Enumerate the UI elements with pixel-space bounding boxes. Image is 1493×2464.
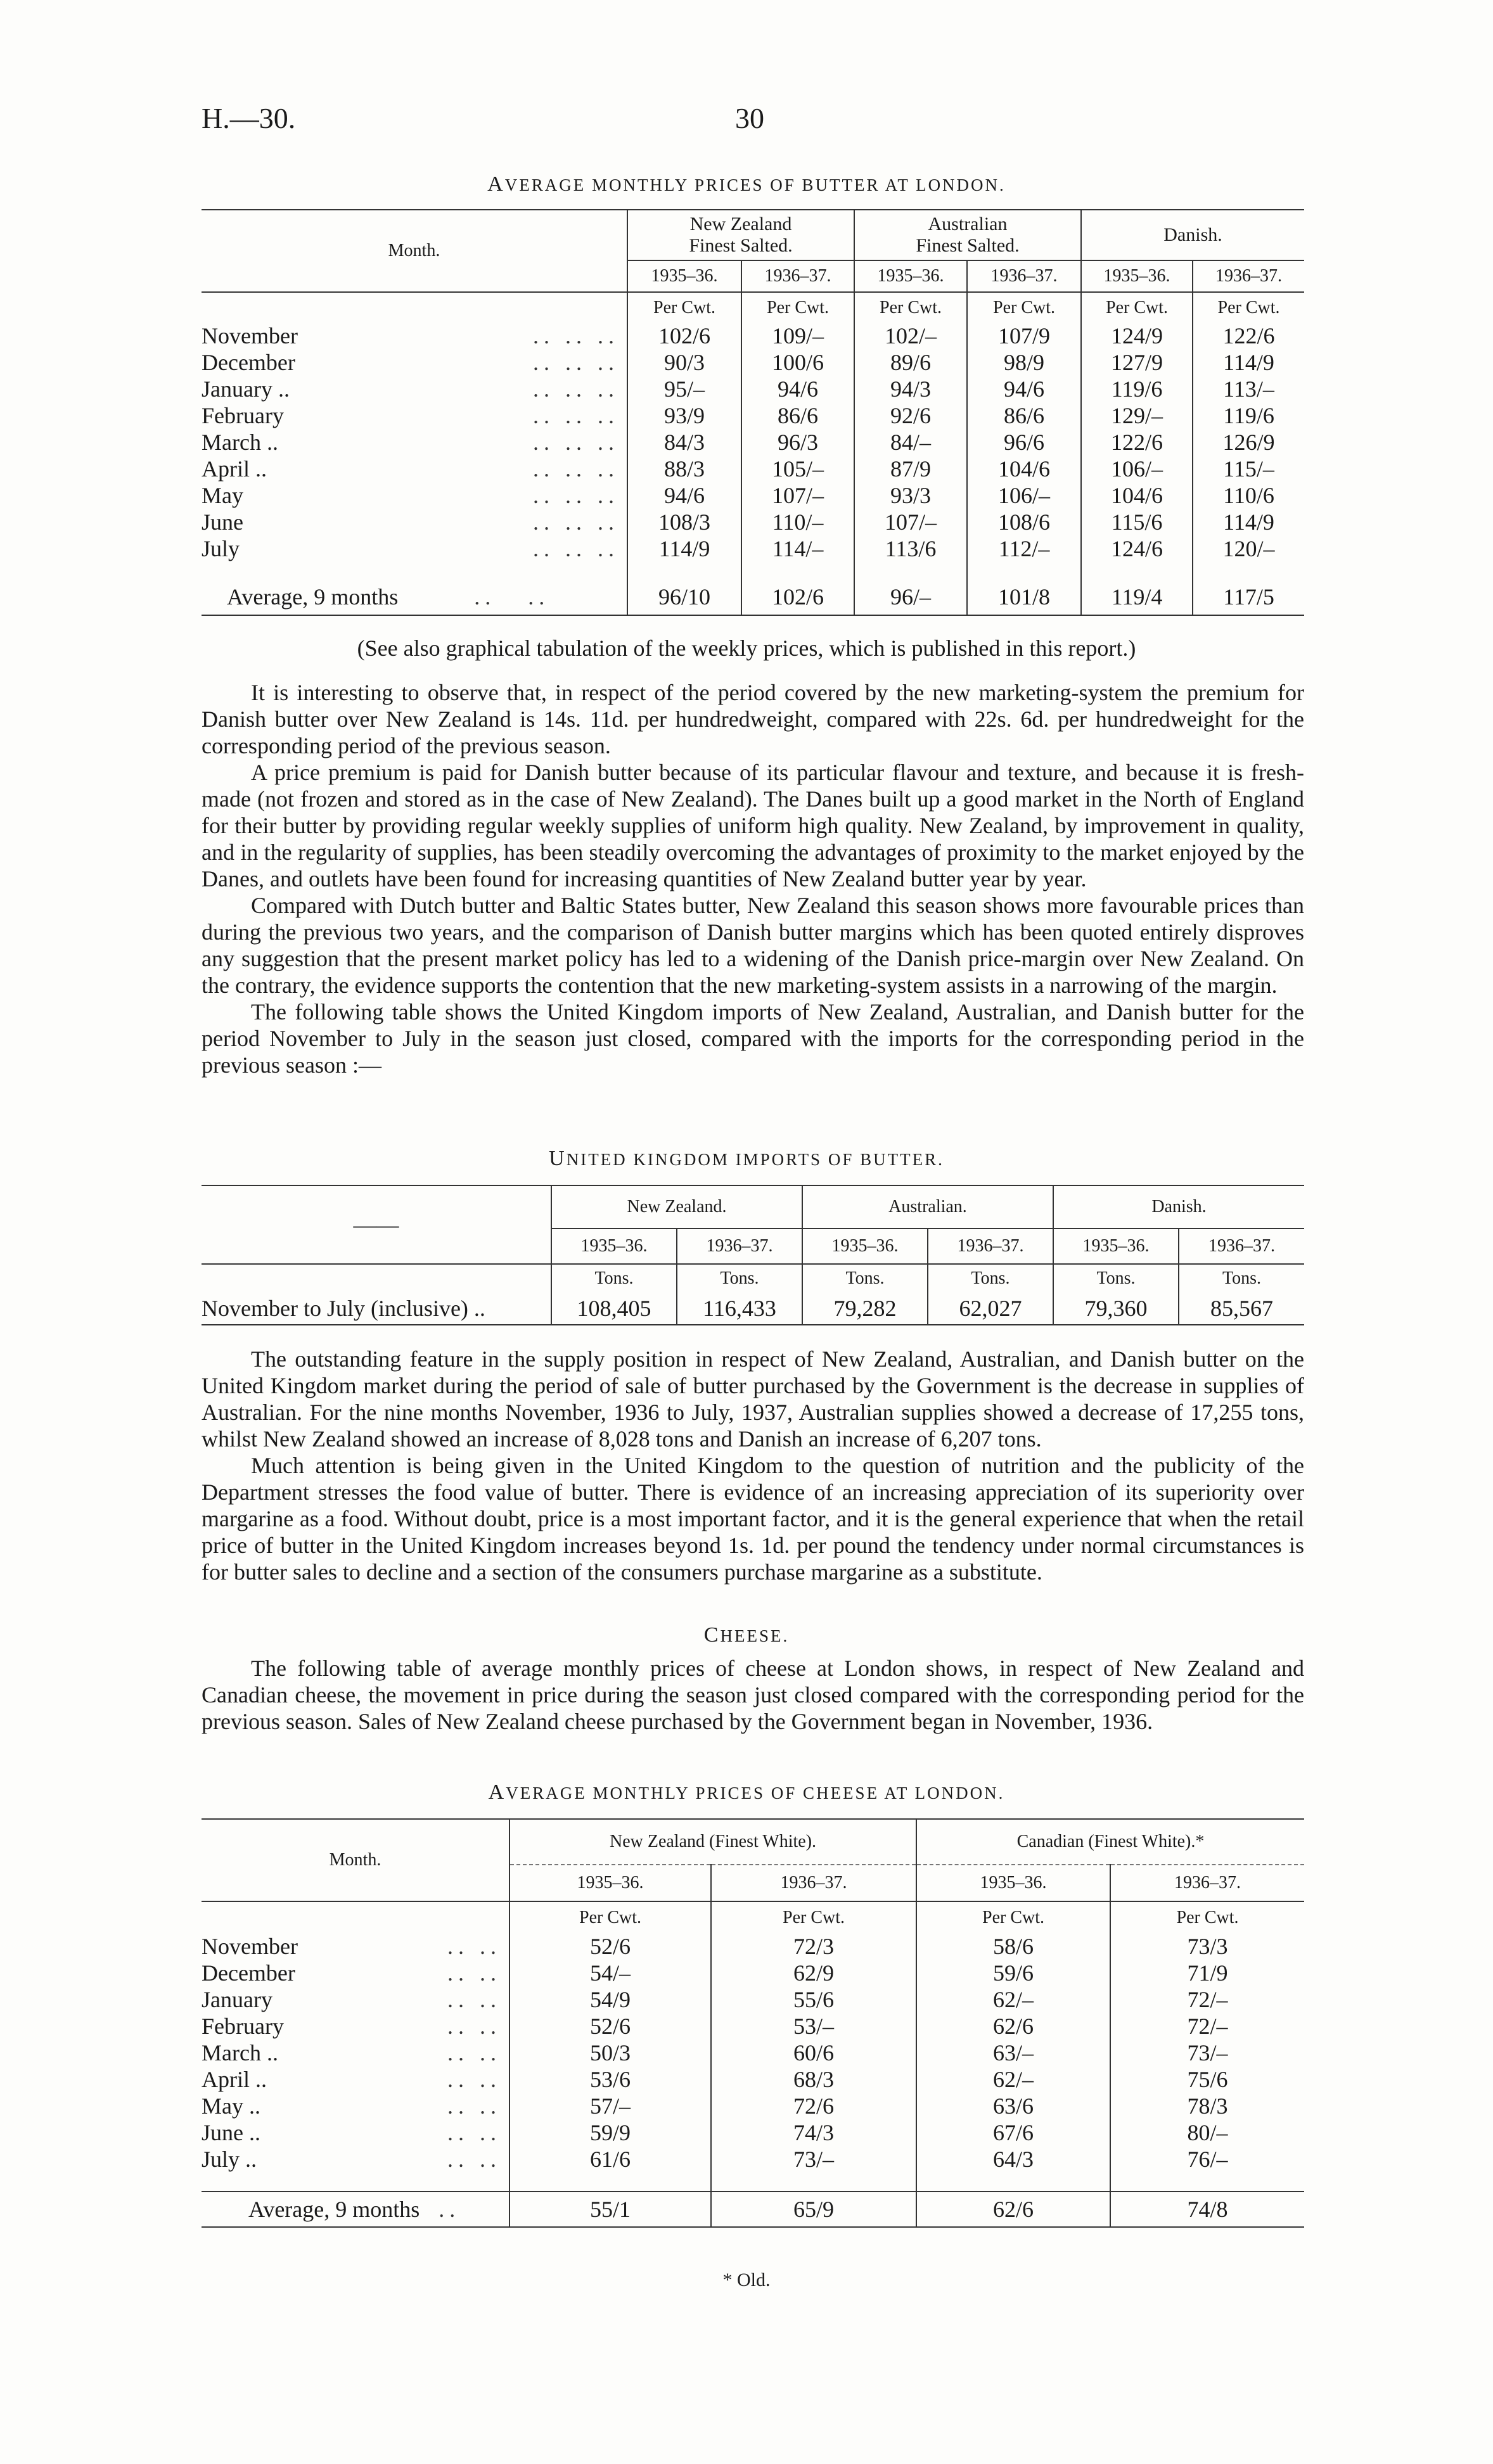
table-row [202,322,1304,349]
leader-dots: .. .. [447,2120,501,2145]
price-cell: 73/– [711,2146,916,2173]
leader-dots: .. .. .. [533,403,619,428]
price-cell: 86/6 [741,402,854,429]
year-header: 1936–37. [677,1229,802,1264]
table-row [202,2013,1304,2040]
average-value: 101/8 [967,578,1081,615]
table-row [202,2093,1304,2119]
price-cell: 53/– [711,2013,916,2040]
average-value: 102/6 [741,578,854,615]
table-row [202,429,1304,456]
unit-label: Per Cwt. [1081,292,1193,322]
price-cell: 52/6 [509,2013,711,2040]
imports-value: 85,567 [1179,1292,1304,1325]
average-value: 62/6 [916,2192,1110,2227]
leader-dots: .. .. [447,2147,501,2172]
price-cell: 50/3 [509,2040,711,2066]
average-label: Average, 9 months .. [248,2197,461,2222]
year-header: 1935–36. [916,1865,1110,1901]
month-column-header: Month. [388,241,440,260]
average-value: 55/1 [509,2192,711,2227]
leader-dots: .. .. [447,1960,501,1986]
price-cell: 93/3 [854,482,967,509]
footnote: * Old. [722,2269,771,2290]
price-cell: 80/– [1110,2119,1304,2146]
average-value: 119/4 [1081,578,1193,615]
imports-table-caption: UNITED KINGDOM IMPORTS OF BUTTER. [549,1147,944,1170]
table-row [202,2119,1304,2146]
leader-dots: .. .. [447,2067,501,2092]
unit-label: Tons. [551,1264,677,1292]
price-cell: 54/– [509,1960,711,1986]
month-cell [202,429,627,456]
month-label: May .. [202,2093,260,2119]
group-header: Danish. [1053,1185,1304,1229]
price-cell: 119/6 [1081,376,1193,402]
month-cell [202,2066,509,2093]
price-cell: 95/– [627,376,741,402]
leader-dots: .. .. .. [533,509,619,535]
year-header: 1936–37. [1193,260,1304,292]
month-label: June .. [202,2120,260,2145]
leader-dots: .. .. [447,2093,501,2119]
table-row [202,482,1304,509]
report-code: H.—30. [202,102,296,134]
month-label: March .. [202,430,278,455]
body-text-2 [202,1346,1304,1585]
price-cell: 120/– [1193,535,1304,562]
unit-label: Tons. [802,1264,928,1292]
price-cell: 62/6 [916,2013,1110,2040]
month-label: April .. [202,2067,267,2092]
body-text-cheese: The following table of average monthly prices of cheese at London shows, in respect of New Zealand and Canadian cheese, the movement in price during the season just closed compared with the corresponding period for the previous season. Sales of New Zealand cheese purchased by the Government began in November, 1936. [202,1656,1304,1734]
price-cell: 68/3 [711,2066,916,2093]
price-cell: 124/6 [1081,535,1193,562]
leader-dots: .. .. .. [533,323,619,348]
price-cell: 94/6 [967,376,1081,402]
price-cell: 59/9 [509,2119,711,2146]
unit-label: Per Cwt. [967,292,1081,322]
price-cell: 73/– [1110,2040,1304,2066]
paragraph: Compared with Dutch butter and Baltic States butter, New Zealand this season shows more favourable prices than during the previous two years, and the comparison of Danish butter margins which has been quoted entirely disproves any suggestion that the present market policy has led to a widening of the Danish price-margin over New Zealand. On the contrary, the evidence supports the contention that the new marketing-system assists in a narrowing of the margin. [202,893,1304,998]
month-cell [202,482,627,509]
blank-header: —— [353,1212,399,1237]
leader-dots: .. .. .. [533,350,619,375]
price-cell: 100/6 [741,349,854,376]
month-cell [202,2093,509,2119]
month-cell [202,376,627,402]
price-cell: 115/– [1193,456,1304,482]
unit-label: Per Cwt. [627,292,741,322]
month-label: February [202,2014,284,2039]
price-cell: 87/9 [854,456,967,482]
price-cell: 59/6 [916,1960,1110,1986]
price-cell: 86/6 [967,402,1081,429]
price-cell: 63/6 [916,2093,1110,2119]
butter-table-caption: AVERAGE MONTHLY PRICES OF BUTTER AT LONDON. [487,172,1006,196]
cheese-heading: CHEESE. [703,1623,790,1647]
price-cell: 84/3 [627,429,741,456]
price-cell: 67/6 [916,2119,1110,2146]
price-cell: 112/– [967,535,1081,562]
table-row [202,456,1304,482]
price-cell: 104/6 [967,456,1081,482]
month-cell [202,2146,509,2173]
leader-dots: .. .. .. [533,536,619,561]
paragraph: The outstanding feature in the supply position in respect of New Zealand, Australian, and Danish butter on the United Kingdom market during the period of sale of butter purchased by the Government is the decrease in supplies of Australian. For the nine months November, 1936 to July, 1937, Australian supplies showed a decrease of 17,255 tons, whilst New Zealand showed an increase of 8,028 tons and Danish an increase of 6,207 tons. [202,1346,1304,1452]
cheese-prices-table [202,1818,1304,2228]
table-row [202,535,1304,562]
price-cell: 58/6 [916,1933,1110,1960]
month-cell [202,402,627,429]
price-cell: 102/– [854,322,967,349]
table-row [202,376,1304,402]
price-cell: 107/– [741,482,854,509]
month-label: June [202,509,243,535]
month-label: November [202,323,298,348]
month-cell [202,456,627,482]
month-cell [202,1960,509,1986]
group-header-australian: Australian Finest Salted. [854,210,1081,260]
group-header-new-zealand: New Zealand (Finest White). [509,1819,916,1865]
month-label: January .. [202,376,290,402]
year-header: 1935–36. [509,1865,711,1901]
price-cell: 114/9 [1193,509,1304,535]
month-label: March .. [202,2040,278,2065]
price-cell: 114/9 [1193,349,1304,376]
year-header: 1935–36. [627,260,741,292]
price-cell: 105/– [741,456,854,482]
paragraph: Much attention is being given in the United Kingdom to the question of nutrition and the publicity of the Department stresses the food value of butter. There is evidence of an increasing appreciation of its superiority over margarine as a food. Without doubt, price is a most important factor, and it is the general experience that when the retail price of butter in the United Kingdom increases beyond 1s. 1d. per pound the tendency under normal circumstances is for butter sales to decline and a section of the consumers purchase margarine as a substitute. [202,1453,1304,1585]
cheese-table-caption: AVERAGE MONTHLY PRICES OF CHEESE AT LONDON. [488,1780,1005,1804]
average-value: 65/9 [711,2192,916,2227]
price-cell: 108/6 [967,509,1081,535]
leader-dots: .. .. .. [533,483,619,508]
price-cell: 74/3 [711,2119,916,2146]
price-cell: 109/– [741,322,854,349]
price-cell: 89/6 [854,349,967,376]
table-row [202,509,1304,535]
price-cell: 107/– [854,509,967,535]
paragraph: It is interesting to observe that, in respect of the period covered by the new marketing-system the premium for Danish butter over New Zealand is 14s. 11d. per hundredweight, compared with 22s. 6d. per hundredweight for the corresponding period of the previous season. [202,680,1304,758]
price-cell: 98/9 [967,349,1081,376]
price-cell: 124/9 [1081,322,1193,349]
average-label: Average, 9 months .. .. [227,584,550,610]
price-cell: 54/9 [509,1986,711,2013]
table-row [202,1960,1304,1986]
leader-dots: .. .. [447,2014,501,2039]
price-cell: 71/9 [1110,1960,1304,1986]
price-cell: 94/6 [741,376,854,402]
month-cell [202,322,627,349]
price-cell: 127/9 [1081,349,1193,376]
price-cell: 78/3 [1110,2093,1304,2119]
price-cell: 63/– [916,2040,1110,2066]
price-cell: 126/9 [1193,429,1304,456]
leader-dots: .. .. [447,2040,501,2065]
year-header: 1935–36. [802,1229,928,1264]
year-header: 1936–37. [711,1865,916,1901]
month-label: April .. [202,456,267,482]
month-cell [202,2119,509,2146]
price-cell: 62/– [916,2066,1110,2093]
unit-label: Per Cwt. [854,292,967,322]
year-header: 1936–37. [1179,1229,1304,1264]
unit-label: Per Cwt. [509,1901,711,1933]
price-cell: 57/– [509,2093,711,2119]
month-cell [202,2013,509,2040]
price-cell: 119/6 [1193,402,1304,429]
weekly-prices-note: (See also graphical tabulation of the weekly prices, which is published in this report.) [357,635,1136,661]
price-cell: 96/3 [741,429,854,456]
price-cell: 106/– [1081,456,1193,482]
unit-label: Tons. [677,1264,802,1292]
unit-label: Tons. [1179,1264,1304,1292]
table-row [202,2146,1304,2173]
unit-label: Tons. [1053,1264,1179,1292]
group-header-canadian: Canadian (Finest White).* [916,1819,1304,1865]
price-cell: 129/– [1081,402,1193,429]
month-cell [202,2040,509,2066]
month-cell [202,535,627,562]
price-cell: 72/6 [711,2093,916,2119]
leader-dots: .. .. [447,1987,501,2012]
butter-imports-table [202,1185,1304,1325]
leader-dots: .. .. .. [533,376,619,402]
price-cell: 73/3 [1110,1933,1304,1960]
price-cell: 122/6 [1193,322,1304,349]
price-cell: 62/9 [711,1960,916,1986]
month-label: July .. [202,2147,257,2172]
group-header-danish: Danish. [1081,210,1304,260]
table-row [202,402,1304,429]
leader-dots: .. .. .. [533,456,619,482]
month-label: December [202,1960,295,1986]
price-cell: 102/6 [627,322,741,349]
imports-value: 79,360 [1053,1292,1179,1325]
unit-label: Per Cwt. [1193,292,1304,322]
average-value: 96/10 [627,578,741,615]
table-row [202,2040,1304,2066]
leader-dots: .. .. [447,1934,501,1959]
imports-value: 62,027 [928,1292,1053,1325]
price-cell: 115/6 [1081,509,1193,535]
year-header: 1936–37. [967,260,1081,292]
paragraph: A price premium is paid for Danish butter because of its particular flavour and texture, and because it is fresh-made (not frozen and stored as in the case of New Zealand). The Danes built up a good market in the North of England for their butter by providing regular weekly supplies of uniform high quality. New Zealand, by improvement in quality, and in the regularity of supplies, has been steadily overcoming the advantages of proximity to the market enjoyed by the Danes, and outlets have been found for increasing quantities of New Zealand butter year by year. [202,760,1304,891]
price-cell: 114/9 [627,535,741,562]
month-cell [202,1986,509,2013]
price-cell: 88/3 [627,456,741,482]
price-cell: 104/6 [1081,482,1193,509]
month-label: December [202,350,295,375]
month-label: May [202,483,243,508]
price-cell: 90/3 [627,349,741,376]
price-cell: 108/3 [627,509,741,535]
price-cell: 52/6 [509,1933,711,1960]
imports-value: 108,405 [551,1292,677,1325]
table-row [202,2066,1304,2093]
year-header: 1936–37. [928,1229,1053,1264]
imports-row-label: November to July (inclusive) .. [202,1295,485,1321]
price-cell: 92/6 [854,402,967,429]
page-number: 30 [735,102,764,134]
month-label: January [202,1987,272,2012]
month-label: November [202,1934,298,1959]
body-text-1 [202,679,1304,1078]
month-cell [202,1933,509,1960]
unit-label: Per Cwt. [916,1901,1110,1933]
price-cell: 106/– [967,482,1081,509]
price-cell: 75/6 [1110,2066,1304,2093]
price-cell: 72/– [1110,2013,1304,2040]
month-cell [202,349,627,376]
price-cell: 55/6 [711,1986,916,2013]
price-cell: 64/3 [916,2146,1110,2173]
price-cell: 84/– [854,429,967,456]
price-cell: 76/– [1110,2146,1304,2173]
imports-value: 79,282 [802,1292,928,1325]
price-cell: 93/9 [627,402,741,429]
price-cell: 62/– [916,1986,1110,2013]
year-header: 1936–37. [741,260,854,292]
group-header-new-zealand: New Zealand Finest Salted. [627,210,854,260]
price-cell: 113/– [1193,376,1304,402]
month-cell [202,509,627,535]
year-header: 1935–36. [1081,260,1193,292]
month-label: July [202,536,240,561]
price-cell: 107/9 [967,322,1081,349]
year-header: 1935–36. [854,260,967,292]
butter-prices-table [202,209,1304,616]
price-cell: 96/6 [967,429,1081,456]
leader-dots: .. .. .. [533,430,619,455]
price-cell: 94/6 [627,482,741,509]
price-cell: 53/6 [509,2066,711,2093]
group-header: New Zealand. [551,1185,802,1229]
unit-label: Tons. [928,1264,1053,1292]
price-cell: 72/3 [711,1933,916,1960]
unit-label: Per Cwt. [711,1901,916,1933]
paragraph: The following table shows the United Kingdom imports of New Zealand, Australian, and Danish butter for the period November to July in the season just closed, compared with the imports for the corresponding period in the previous season :— [202,999,1304,1078]
average-value: 117/5 [1193,578,1304,615]
price-cell: 72/– [1110,1986,1304,2013]
price-cell: 122/6 [1081,429,1193,456]
price-cell: 113/6 [854,535,967,562]
year-header: 1935–36. [1053,1229,1179,1264]
average-value: 96/– [854,578,967,615]
year-header: 1935–36. [551,1229,677,1264]
unit-label: Per Cwt. [1110,1901,1304,1933]
group-header: Australian. [802,1185,1053,1229]
imports-value: 116,433 [677,1292,802,1325]
price-cell: 61/6 [509,2146,711,2173]
year-header: 1936–37. [1110,1865,1304,1901]
price-cell: 110/– [741,509,854,535]
month-label: February [202,403,284,428]
unit-label: Per Cwt. [741,292,854,322]
table-row [202,1986,1304,2013]
month-column-header: Month. [329,1850,381,1870]
price-cell: 114/– [741,535,854,562]
average-value: 74/8 [1110,2192,1304,2227]
price-cell: 60/6 [711,2040,916,2066]
price-cell: 110/6 [1193,482,1304,509]
table-row [202,349,1304,376]
table-row [202,1933,1304,1960]
price-cell: 94/3 [854,376,967,402]
